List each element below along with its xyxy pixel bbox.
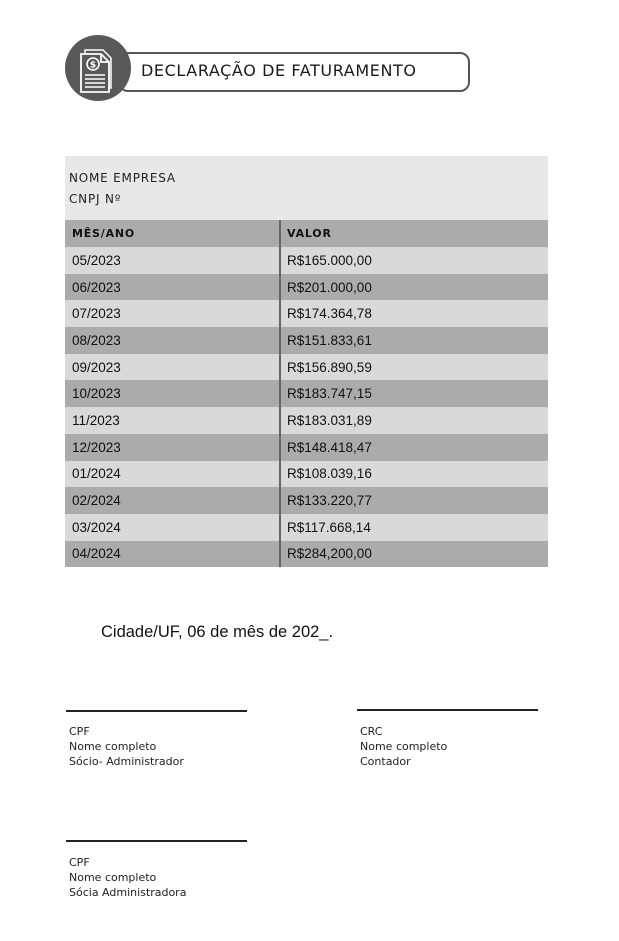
table-row bbox=[65, 407, 548, 434]
value-cell: R$156.890,59 bbox=[287, 359, 372, 375]
svg-text:$: $ bbox=[89, 60, 97, 71]
table-row bbox=[65, 354, 548, 381]
signature-role-label: Contador bbox=[360, 755, 411, 768]
value-cell: R$133.220,77 bbox=[287, 493, 372, 509]
table-row bbox=[65, 380, 548, 407]
signature-doc-label: CPF bbox=[69, 725, 90, 738]
month-cell: 09/2023 bbox=[72, 359, 121, 375]
signature-line-partner bbox=[66, 710, 247, 712]
value-cell: R$108.039,16 bbox=[287, 466, 372, 482]
value-cell: R$148.418,47 bbox=[287, 439, 372, 455]
table-row bbox=[65, 247, 548, 274]
month-cell: 04/2024 bbox=[72, 546, 121, 562]
month-cell: 03/2024 bbox=[72, 519, 121, 535]
value-cell: R$151.833,61 bbox=[287, 332, 372, 348]
month-cell: 07/2023 bbox=[72, 306, 121, 322]
company-cnpj-label: CNPJ Nº bbox=[69, 192, 122, 206]
table-row bbox=[65, 461, 548, 488]
company-info-box bbox=[65, 156, 548, 220]
company-name-label: NOME EMPRESA bbox=[69, 171, 176, 185]
signature-block-partner-2 bbox=[69, 855, 186, 900]
signature-name-label: Nome completo bbox=[360, 740, 448, 753]
invoice-document-icon bbox=[65, 35, 131, 101]
month-cell: 12/2023 bbox=[72, 439, 121, 455]
signature-role-label: Sócia Administradora bbox=[69, 886, 187, 899]
signature-doc-label: CPF bbox=[69, 856, 90, 869]
value-cell: R$174.364,78 bbox=[287, 306, 372, 322]
value-cell: R$183.747,15 bbox=[287, 386, 372, 402]
table-row bbox=[65, 327, 548, 354]
signature-block-partner bbox=[69, 724, 184, 769]
table-row bbox=[65, 274, 548, 301]
month-cell: 06/2023 bbox=[72, 279, 121, 295]
column-header-month: MÊS/ANO bbox=[72, 227, 136, 240]
city-date-line: Cidade/UF, 06 de mês de 202_. bbox=[101, 623, 334, 641]
table-column-divider bbox=[279, 220, 281, 567]
header-badge bbox=[65, 35, 131, 101]
table-row bbox=[65, 300, 548, 327]
signature-name-label: Nome completo bbox=[69, 871, 157, 884]
table-header-row bbox=[65, 220, 548, 247]
signature-name-label: Nome completo bbox=[69, 740, 157, 753]
month-cell: 08/2023 bbox=[72, 332, 121, 348]
signature-block-accountant bbox=[360, 724, 447, 769]
value-cell: R$183.031,89 bbox=[287, 412, 372, 428]
month-cell: 05/2023 bbox=[72, 252, 121, 268]
month-cell: 11/2023 bbox=[72, 412, 120, 428]
page-title: DECLARAÇÃO DE FATURAMENTO bbox=[141, 61, 417, 80]
value-cell: R$117.668,14 bbox=[287, 519, 371, 535]
signature-role-label: Sócio- Administrador bbox=[69, 755, 184, 768]
table-row bbox=[65, 541, 548, 568]
table-row bbox=[65, 434, 548, 461]
month-cell: 01/2024 bbox=[72, 466, 121, 482]
signature-doc-label: CRC bbox=[360, 725, 383, 738]
table-row bbox=[65, 487, 548, 514]
value-cell: R$201.000,00 bbox=[287, 279, 372, 295]
table-row bbox=[65, 514, 548, 541]
revenue-table bbox=[65, 220, 548, 567]
signature-line-partner-2 bbox=[66, 840, 247, 842]
value-cell: R$284,200,00 bbox=[287, 546, 372, 562]
month-cell: 02/2024 bbox=[72, 493, 121, 509]
value-cell: R$165.000,00 bbox=[287, 252, 372, 268]
month-cell: 10/2023 bbox=[72, 386, 121, 402]
signature-line-accountant bbox=[357, 709, 538, 711]
column-header-value: VALOR bbox=[287, 227, 332, 240]
